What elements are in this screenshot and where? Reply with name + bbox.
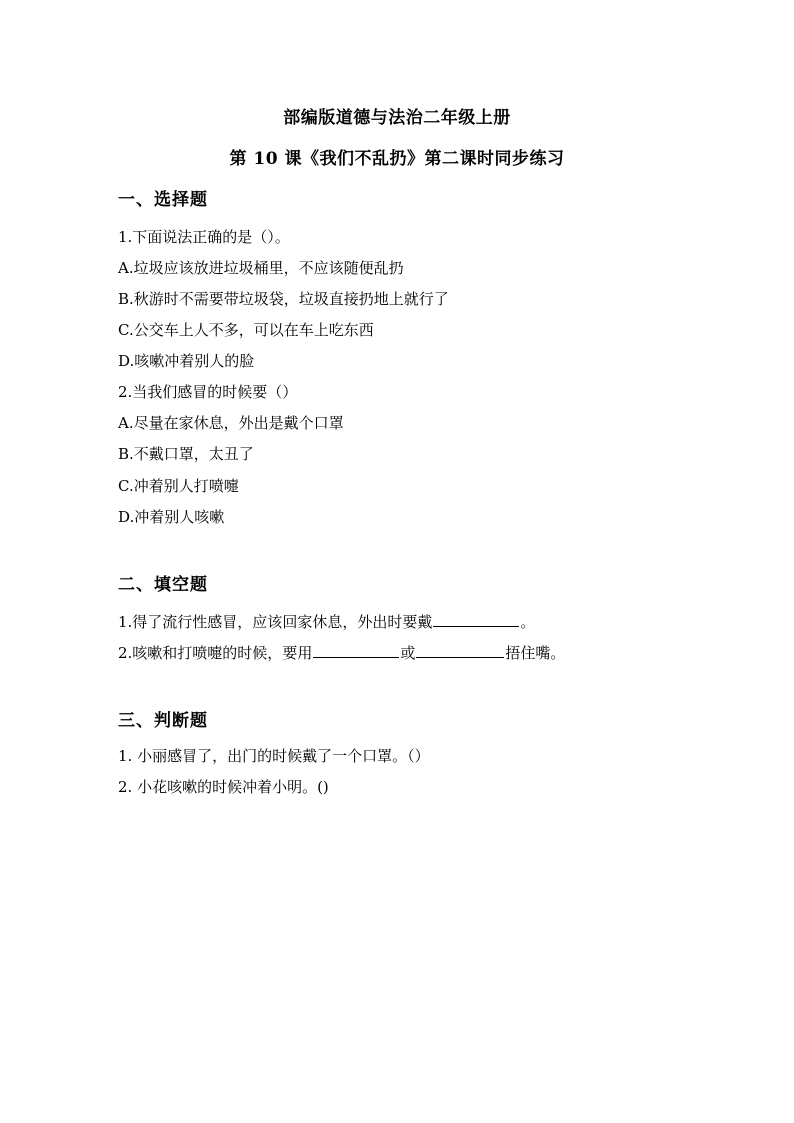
question-1-option-b: B.秋游时不需要带垃圾袋，垃圾直接扔地上就行了 — [118, 290, 449, 308]
section-heading-choice: 一、选择题 — [118, 190, 208, 210]
fill-question-2-or: 或 — [400, 644, 416, 662]
section-heading-fill: 二、填空题 — [118, 575, 208, 595]
question-2-stem: 2.当我们感冒的时候要（） — [118, 383, 298, 401]
fill-question-1-text: 1.得了流行性感冒，应该回家休息，外出时要戴 — [118, 613, 433, 631]
question-2-option-a: A.尽量在家休息，外出是戴个口罩 — [118, 414, 344, 432]
fill-question-1-end: 。 — [520, 613, 536, 631]
fill-question-1 — [118, 611, 535, 632]
judge-question-1: 1. 小丽感冒了，出门的时候戴了一个口罩。（） — [118, 747, 430, 765]
fill-question-2-blank-2[interactable] — [416, 642, 504, 658]
question-1-option-c: C.公交车上人不多，可以在车上吃东西 — [118, 321, 374, 339]
fill-question-2-blank-1[interactable] — [313, 642, 399, 658]
fill-question-1-blank[interactable] — [433, 611, 519, 627]
fill-question-2-text: 2.咳嗽和打喷嚏的时候，要用 — [118, 644, 313, 662]
judge-question-2: 2. 小花咳嗽的时候冲着小明。() — [118, 778, 329, 796]
question-2-option-c: C.冲着别人打喷嚏 — [118, 477, 239, 495]
question-1-option-a: A.垃圾应该放进垃圾桶里，不应该随便乱扔 — [118, 259, 404, 277]
section-heading-judge: 三、判断题 — [118, 711, 208, 731]
document-title: 部编版道德与法治二年级上册 — [283, 108, 511, 128]
question-1-stem: 1.下面说法正确的是（）。 — [118, 228, 290, 246]
fill-question-2 — [118, 642, 565, 663]
document-subtitle: 第 10 课《我们不乱扔》第二课时同步练习 — [229, 149, 565, 169]
question-2-option-b: B.不戴口罩，太丑了 — [118, 445, 254, 463]
fill-question-2-end: 捂住嘴。 — [505, 644, 566, 662]
question-1-option-d: D.咳嗽冲着别人的脸 — [118, 352, 255, 370]
question-2-option-d: D.冲着别人咳嗽 — [118, 508, 225, 526]
